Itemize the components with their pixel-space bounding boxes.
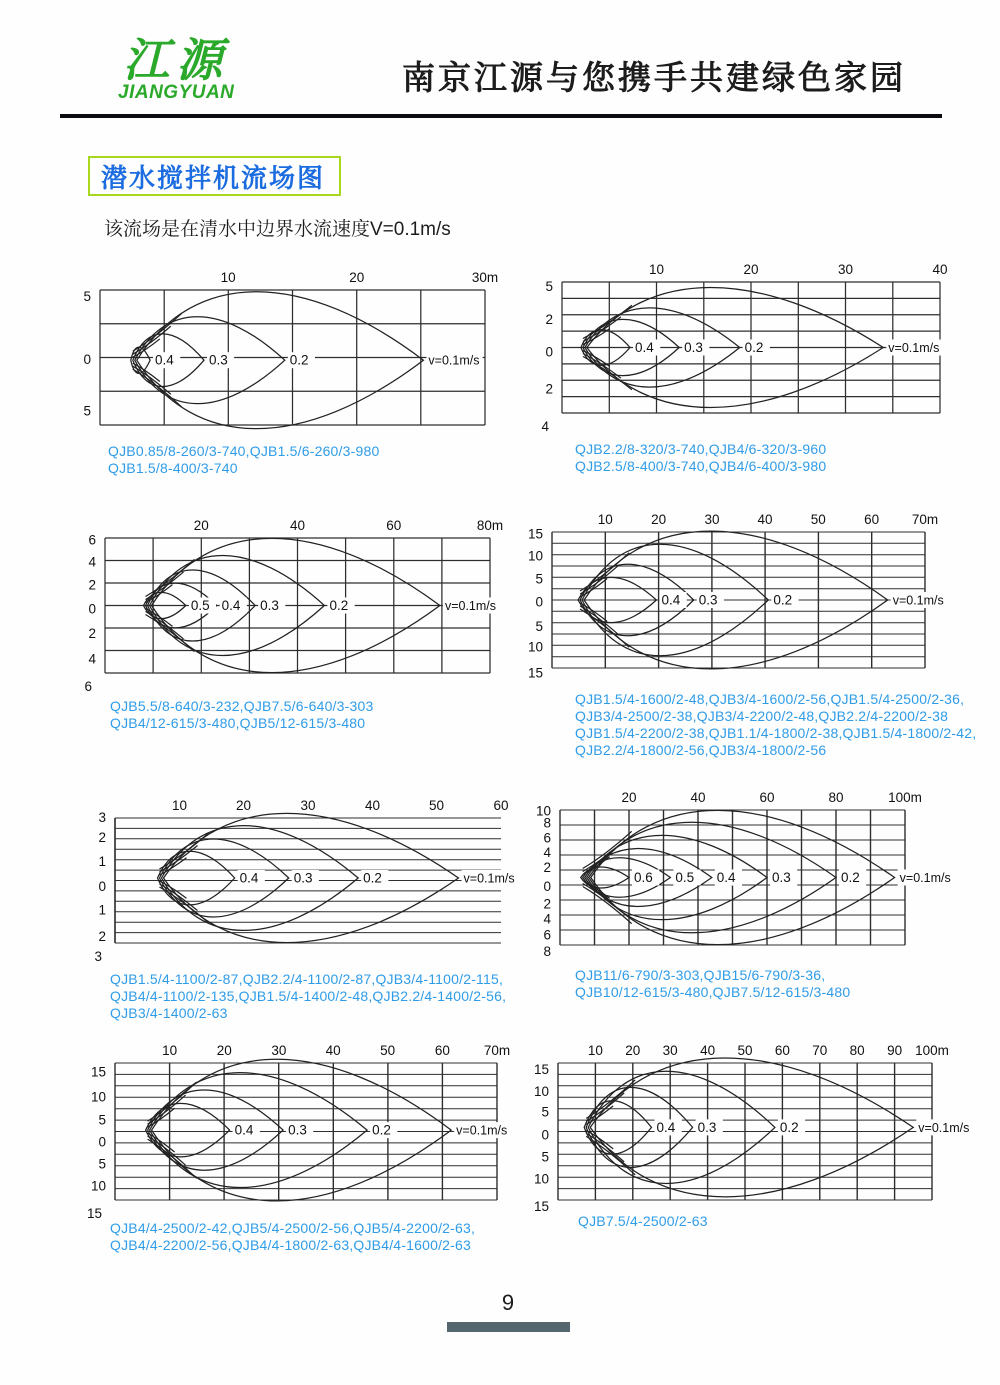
chart-caption-1 — [108, 443, 379, 477]
y-tick-label: 0 — [535, 594, 543, 610]
chart-caption-7 — [110, 1220, 475, 1254]
y-tick-label: 10 — [90, 1178, 106, 1194]
logo-en-text: JIANGYUAN — [118, 82, 235, 104]
y-tick-label: 6 — [543, 927, 551, 943]
y-tick-label: 2 — [88, 577, 96, 593]
contour-0.4 — [146, 1103, 230, 1156]
contour-label: 0.3 — [208, 352, 228, 368]
header-slogan: 南京江源与您携手共建绿色家园 — [402, 61, 906, 97]
contour-label: 0.4 — [635, 340, 654, 355]
x-tick-label: 60 — [774, 1043, 790, 1058]
contour-label: 0.3 — [772, 870, 791, 885]
y-tick-label: 15 — [527, 526, 543, 542]
x-tick-label: 10 — [220, 270, 236, 285]
y-below-label: 15 — [86, 1206, 102, 1221]
x-tick-label: 20 — [651, 512, 667, 527]
header-divider — [60, 114, 942, 118]
x-tick-label: 30 — [704, 512, 720, 527]
x-tick-label: 80m — [476, 518, 504, 533]
x-tick-label: 30 — [300, 798, 316, 813]
contour-label: 0.4 — [239, 870, 259, 886]
y-tick-label: 8 — [543, 943, 551, 959]
chart-caption-8 — [578, 1213, 708, 1230]
chart-caption-2 — [575, 441, 826, 475]
source-fan-stroke — [148, 1108, 175, 1127]
caption-line: QJB10/12-615/3-480,QJB7.5/12-615/3-480 — [575, 984, 851, 1000]
y-tick-label: 0 — [543, 878, 551, 894]
y-tick-label: 8 — [543, 815, 551, 831]
company-logo — [118, 36, 234, 104]
y-tick-label: 6 — [543, 830, 551, 846]
y-tick-label: 1 — [98, 902, 106, 918]
y-tick-label: 2 — [543, 860, 551, 875]
y-tick-label: 5 — [541, 1149, 549, 1165]
x-tick-label: 20 — [743, 262, 759, 277]
flow-condition-note: 该流场是在清水中边界水流速度V=0.1m/s — [104, 219, 451, 240]
contour-label: 0.4 — [155, 352, 174, 368]
x-tick-label: 50 — [428, 798, 445, 813]
x-tick-label: 40 — [364, 798, 381, 813]
y-tick-label: 0 — [545, 344, 553, 360]
contour-0.3 — [160, 839, 289, 917]
contour-label: v=0.1m/s — [888, 341, 940, 355]
axis-labels — [528, 512, 938, 680]
x-tick-label: 50 — [737, 1043, 753, 1058]
caption-line: QJB11/6-790/3-303,QJB15/6-790/3-36, — [575, 967, 826, 983]
y-tick-label: 5 — [535, 619, 543, 635]
y-tick-label: 2 — [98, 928, 106, 944]
y-tick-label: 4 — [88, 554, 96, 570]
x-tick-label: 40 — [690, 790, 706, 805]
y-tick-label: 2 — [545, 312, 553, 327]
x-tick-label: 80 — [849, 1043, 865, 1058]
contour-v=0.1m/s — [590, 1058, 913, 1197]
contour-label: 0.2 — [329, 598, 349, 613]
contour-label: 0.4 — [716, 870, 736, 885]
contour-label: 0.4 — [221, 598, 241, 613]
y-tick-label: 10 — [533, 1083, 549, 1099]
plot-area — [528, 512, 947, 680]
x-tick-label: 100m — [888, 790, 922, 805]
y-tick-label: 15 — [527, 665, 543, 681]
grid-lines — [558, 1063, 932, 1200]
y-tick-label: 4 — [88, 651, 96, 667]
contour-label: v=0.1m/s — [444, 599, 497, 613]
y-tick-label: 10 — [527, 639, 543, 655]
contour-label: v=0.1m/s — [463, 871, 515, 886]
x-tick-label: 20 — [625, 1043, 641, 1058]
y-tick-label: 4 — [543, 845, 551, 861]
contour-label: 0.2 — [289, 352, 309, 368]
flow-chart-4 — [504, 506, 997, 700]
caption-line: QJB2.2/4-1800/2-56,QJB3/4-1800/2-56 — [575, 742, 827, 758]
caption-line: QJB4/4-2200/2-56,QJB4/4-1800/2-63,QJB4/4-1600/2-63 — [110, 1237, 471, 1253]
y-tick-label: 15 — [90, 1064, 106, 1080]
y-below-label: 3 — [94, 949, 102, 964]
contour-labels — [632, 870, 954, 886]
y-tick-label: 4 — [543, 911, 551, 927]
contour-label: 0.6 — [634, 870, 653, 885]
contour-label: 0.3 — [698, 592, 718, 608]
contour-label: 0.2 — [372, 1122, 391, 1138]
grid-lines — [105, 538, 490, 673]
contour-label: 0.2 — [744, 340, 764, 355]
x-tick-label: 40 — [700, 1043, 716, 1058]
plot-area — [534, 1043, 973, 1214]
caption-line: QJB1.5/8-400/3-740 — [108, 460, 238, 476]
x-tick-label: 40 — [932, 262, 948, 277]
chart-caption-4 — [575, 691, 976, 759]
x-tick-label: 60 — [759, 790, 775, 805]
x-tick-label: 10 — [171, 798, 188, 813]
plot-area — [536, 790, 954, 959]
y-tick-label: 5 — [83, 288, 91, 304]
x-tick-label: 30 — [271, 1043, 287, 1058]
y-tick-label: 5 — [98, 1156, 106, 1172]
x-tick-label: 40 — [325, 1043, 341, 1058]
flow-chart-6 — [512, 784, 977, 977]
plot-area — [541, 262, 947, 434]
plot-area — [83, 270, 498, 429]
contour-label: v=0.1m/s — [892, 593, 944, 608]
contour-labels — [153, 352, 483, 368]
y-below-label: 4 — [541, 419, 549, 434]
caption-line: QJB1.5/4-1600/2-48,QJB3/4-1600/2-56,QJB1.5/4-2500/2-36, — [575, 691, 965, 707]
x-tick-label: 60 — [493, 798, 509, 813]
contour-label: 0.3 — [288, 1122, 307, 1138]
contour-labels — [655, 1119, 973, 1135]
contour-label: 0.2 — [841, 870, 860, 885]
contour-labels — [233, 1122, 511, 1138]
x-tick-label: 30m — [471, 270, 499, 285]
grid-lines — [552, 532, 925, 668]
y-tick-label: 15 — [533, 1061, 549, 1077]
y-tick-label: 10 — [535, 803, 551, 819]
contour-label: 0.5 — [675, 870, 695, 885]
flow-chart-7 — [67, 1037, 569, 1232]
contour-label: v=0.1m/s — [899, 871, 951, 885]
y-tick-label: 15 — [533, 1198, 549, 1214]
chart-caption-3 — [110, 698, 373, 732]
caption-line: QJB1.5/4-1100/2-87,QJB2.2/4-1100/2-87,QJB3/4-1100/2-115, — [110, 971, 504, 987]
x-tick-label: 40 — [289, 518, 306, 533]
caption-line: QJB3/4-1400/2-63 — [110, 1005, 228, 1021]
flow-chart-3 — [57, 512, 562, 705]
caption-line: QJB4/4-1100/2-135,QJB1.5/4-1400/2-48,QJB2.2/4-1400/2-56, — [110, 988, 507, 1004]
contour-label: v=0.1m/s — [456, 1123, 508, 1138]
contour-labels — [189, 598, 499, 614]
x-tick-label: 60 — [386, 518, 402, 533]
x-tick-label: 10 — [648, 262, 665, 277]
contour-0.3 — [148, 1090, 284, 1170]
x-tick-label: 40 — [757, 512, 773, 527]
contour-label: 0.2 — [779, 1119, 799, 1135]
contour-label: 0.3 — [684, 340, 703, 355]
plot-area — [94, 798, 517, 964]
y-tick-label: 0 — [83, 352, 91, 368]
plot-area — [87, 1043, 510, 1221]
y-tick-label: 5 — [545, 279, 553, 295]
contour-label: 0.3 — [260, 598, 279, 613]
flow-chart-1 — [52, 264, 557, 457]
x-tick-label: 70 — [812, 1043, 828, 1058]
x-tick-label: 10 — [597, 512, 613, 527]
y-tick-label: 2 — [543, 896, 551, 912]
y-tick-label: 10 — [533, 1171, 549, 1187]
caption-line: QJB5.5/8-640/3-232,QJB7.5/6-640/3-303 — [110, 698, 374, 714]
contour-label: 0.4 — [656, 1119, 676, 1135]
contour-label: 0.2 — [773, 592, 793, 608]
flow-chart-2 — [514, 256, 1000, 445]
y-below-label: 6 — [84, 679, 92, 694]
x-tick-label: 100m — [915, 1043, 949, 1058]
footer-bar — [447, 1322, 570, 1332]
contour-label: 0.2 — [363, 870, 382, 886]
caption-line: QJB2.2/8-320/3-740,QJB4/6-320/3-960 — [575, 441, 827, 457]
y-tick-label: 1 — [98, 853, 106, 869]
caption-line: QJB7.5/4-2500/2-63 — [578, 1213, 708, 1229]
y-tick-label: 6 — [88, 532, 96, 548]
x-tick-label: 60 — [434, 1043, 450, 1058]
contour-label: 0.3 — [697, 1119, 717, 1135]
section-title: 潜水搅拌机流场图 — [101, 162, 326, 193]
x-tick-label: 20 — [216, 1043, 232, 1058]
section-title-box — [88, 156, 341, 196]
x-tick-label: 50 — [810, 512, 826, 527]
caption-line: QJB1.5/4-2200/2-38,QJB1.1/4-1800/2-38,QJB1.5/4-1800/2-42, — [575, 725, 977, 741]
y-tick-label: 5 — [541, 1104, 549, 1120]
x-tick-label: 10 — [587, 1043, 603, 1058]
contour-label: 0.4 — [661, 592, 681, 608]
y-tick-label: 10 — [90, 1089, 106, 1105]
x-tick-label: 30 — [662, 1043, 678, 1058]
contour-label: v=0.1m/s — [428, 353, 480, 368]
axis-labels — [83, 270, 498, 419]
logo-cn-text: 江源 — [123, 34, 230, 86]
y-tick-label: 2 — [545, 381, 553, 397]
x-tick-label: 10 — [162, 1043, 178, 1058]
caption-line: QJB3/4-2500/2-38,QJB3/4-2200/2-48,QJB2.2/4-2200/2-38 — [575, 708, 949, 724]
flow-chart-5 — [67, 792, 573, 975]
x-tick-label: 50 — [380, 1043, 396, 1058]
x-tick-label: 60 — [864, 512, 880, 527]
y-tick-label: 5 — [98, 1112, 106, 1128]
y-tick-label: 0 — [88, 601, 96, 617]
contour-label: 0.4 — [234, 1122, 254, 1138]
contour-label: 0.5 — [190, 598, 210, 613]
y-tick-label: 10 — [527, 548, 543, 564]
y-tick-label: 2 — [98, 830, 106, 845]
contour-lines — [584, 1058, 913, 1197]
x-tick-label: 70m — [911, 512, 939, 527]
y-tick-label: 5 — [83, 403, 91, 419]
chart-caption-5 — [110, 971, 506, 1022]
y-tick-label: 0 — [98, 878, 106, 894]
x-tick-label: 80 — [828, 790, 844, 805]
x-tick-label: 90 — [887, 1043, 903, 1058]
contour-label: v=0.1m/s — [918, 1120, 970, 1135]
flow-chart-8 — [510, 1037, 1000, 1232]
page-number: 9 — [501, 1290, 515, 1315]
contour-labels — [238, 870, 518, 886]
contour-label: 0.3 — [293, 870, 313, 886]
y-tick-label: 0 — [541, 1127, 549, 1143]
y-tick-label: 2 — [88, 625, 96, 641]
caption-line: QJB4/4-2500/2-42,QJB5/4-2500/2-56,QJB5/4-2200/2-63, — [110, 1220, 476, 1236]
chart-caption-6 — [575, 967, 850, 1001]
x-tick-label: 70m — [483, 1043, 511, 1058]
plot-area — [84, 518, 503, 694]
x-tick-label: 20 — [193, 518, 209, 533]
x-tick-label: 20 — [349, 270, 365, 285]
x-tick-label: 30 — [837, 262, 854, 277]
caption-line: QJB0.85/8-260/3-740,QJB1.5/6-260/3-980 — [108, 443, 380, 459]
x-tick-label: 20 — [621, 790, 637, 805]
y-tick-label: 5 — [535, 571, 543, 587]
caption-line: QJB4/12-615/3-480,QJB5/12-615/3-480 — [110, 715, 366, 731]
caption-line: QJB2.5/8-400/3-740,QJB4/6-400/3-980 — [575, 458, 827, 474]
y-tick-label: 0 — [98, 1134, 106, 1150]
x-tick-label: 20 — [235, 798, 252, 813]
y-tick-label: 3 — [98, 810, 106, 825]
